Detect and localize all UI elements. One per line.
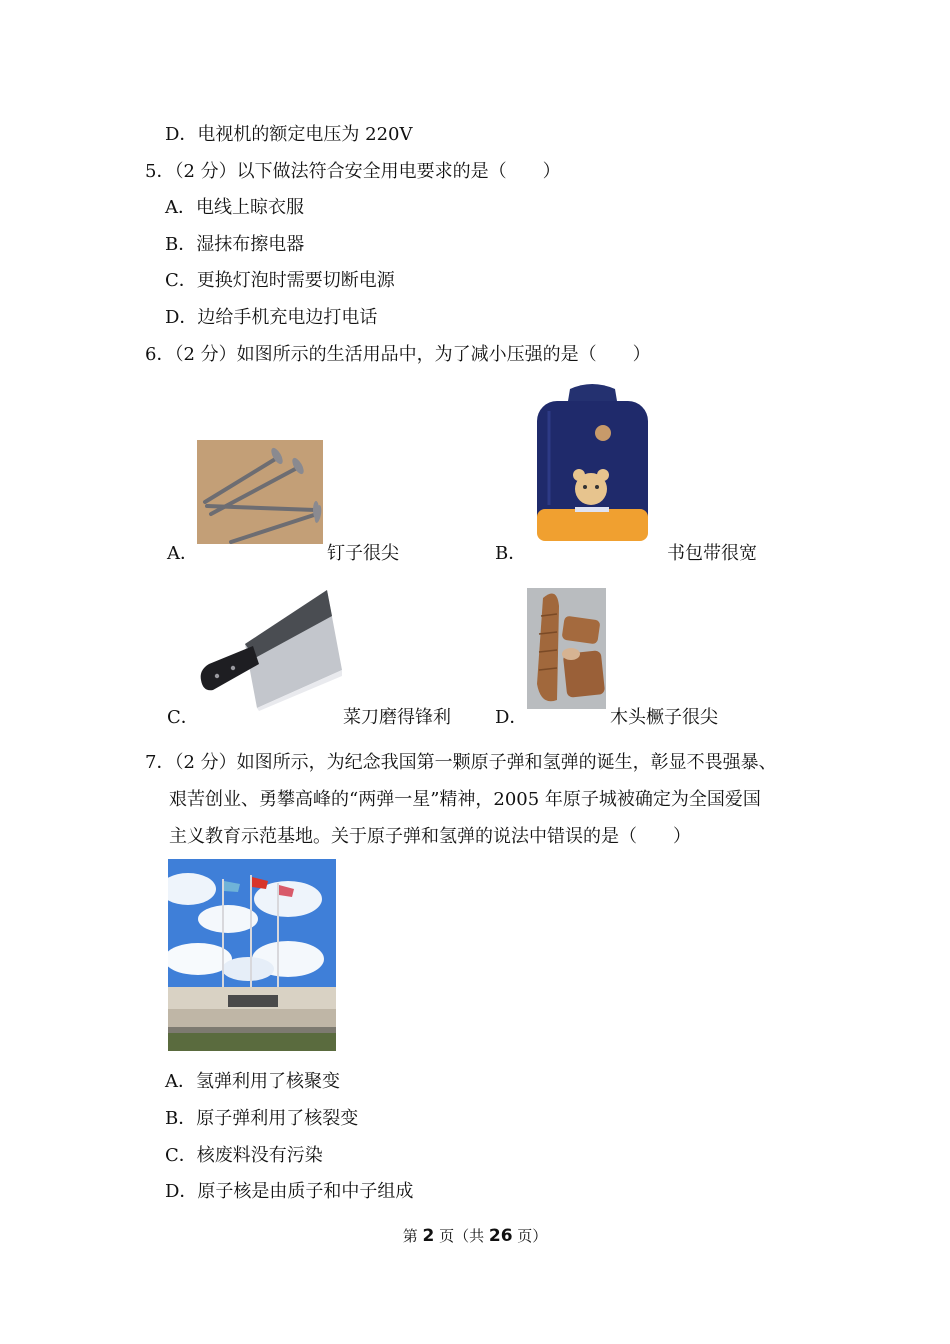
q5-option-b: B．湿抹布擦电器 <box>165 234 305 255</box>
q5-option-c: C．更换灯泡时需要切断电源 <box>165 270 395 291</box>
q6-option-c-letter: C． <box>167 707 199 728</box>
q7-stem-line-3: 主义教育示范基地。关于原子弹和氢弹的说法中错误的是（ ） <box>169 826 691 847</box>
q7-option-a: A．氢弹利用了核聚变 <box>165 1071 340 1092</box>
footer-suffix: 页） <box>512 1227 548 1245</box>
cleaver-image <box>197 586 342 711</box>
q4-option-d: D．电视机的额定电压为 220V <box>165 124 413 145</box>
q6-option-d-letter: D． <box>495 707 528 728</box>
q7-option-b: B．原子弹利用了核裂变 <box>165 1108 359 1129</box>
memorial-flags-image <box>168 859 336 1051</box>
q6-option-d-caption: 木头橛子很尖 <box>610 707 718 728</box>
q6-option-a-caption: 钉子很尖 <box>327 543 399 564</box>
footer-middle: 页（共 <box>434 1227 489 1245</box>
q5-option-a: A．电线上晾衣服 <box>165 197 304 218</box>
q6-option-b-letter: B． <box>495 543 527 564</box>
q6-option-c-caption: 菜刀磨得锋利 <box>343 707 451 728</box>
backpack-image <box>525 381 660 546</box>
current-page-number: 2 <box>422 1226 435 1246</box>
q5-option-d: D．边给手机充电边打电话 <box>165 307 378 328</box>
q6-stem: 6．（2 分）如图所示的生活用品中，为了减小压强的是（ ） <box>145 344 651 365</box>
q7-stem-line-2: 艰苦创业、勇攀高峰的“两弹一星”精神，2005 年原子城被确定为全国爱国 <box>169 789 761 810</box>
q7-option-d: D．原子核是由质子和中子组成 <box>165 1181 414 1202</box>
page-footer <box>0 1225 950 1246</box>
q6-option-a-letter: A． <box>167 543 198 564</box>
total-page-count: 26 <box>488 1226 513 1246</box>
nails-image <box>197 440 323 544</box>
q7-option-c: C．核废料没有污染 <box>165 1145 323 1166</box>
q5-stem: 5．（2 分）以下做法符合安全用电要求的是（ ） <box>145 161 561 182</box>
wooden-stake-image <box>527 588 606 709</box>
q6-option-b-caption: 书包带很宽 <box>667 543 757 564</box>
q7-stem-line-1: 7．（2 分）如图所示，为纪念我国第一颗原子弹和氢弹的诞生，彰显不畏强暴、 <box>145 752 777 773</box>
footer-prefix: 第 <box>402 1227 423 1245</box>
